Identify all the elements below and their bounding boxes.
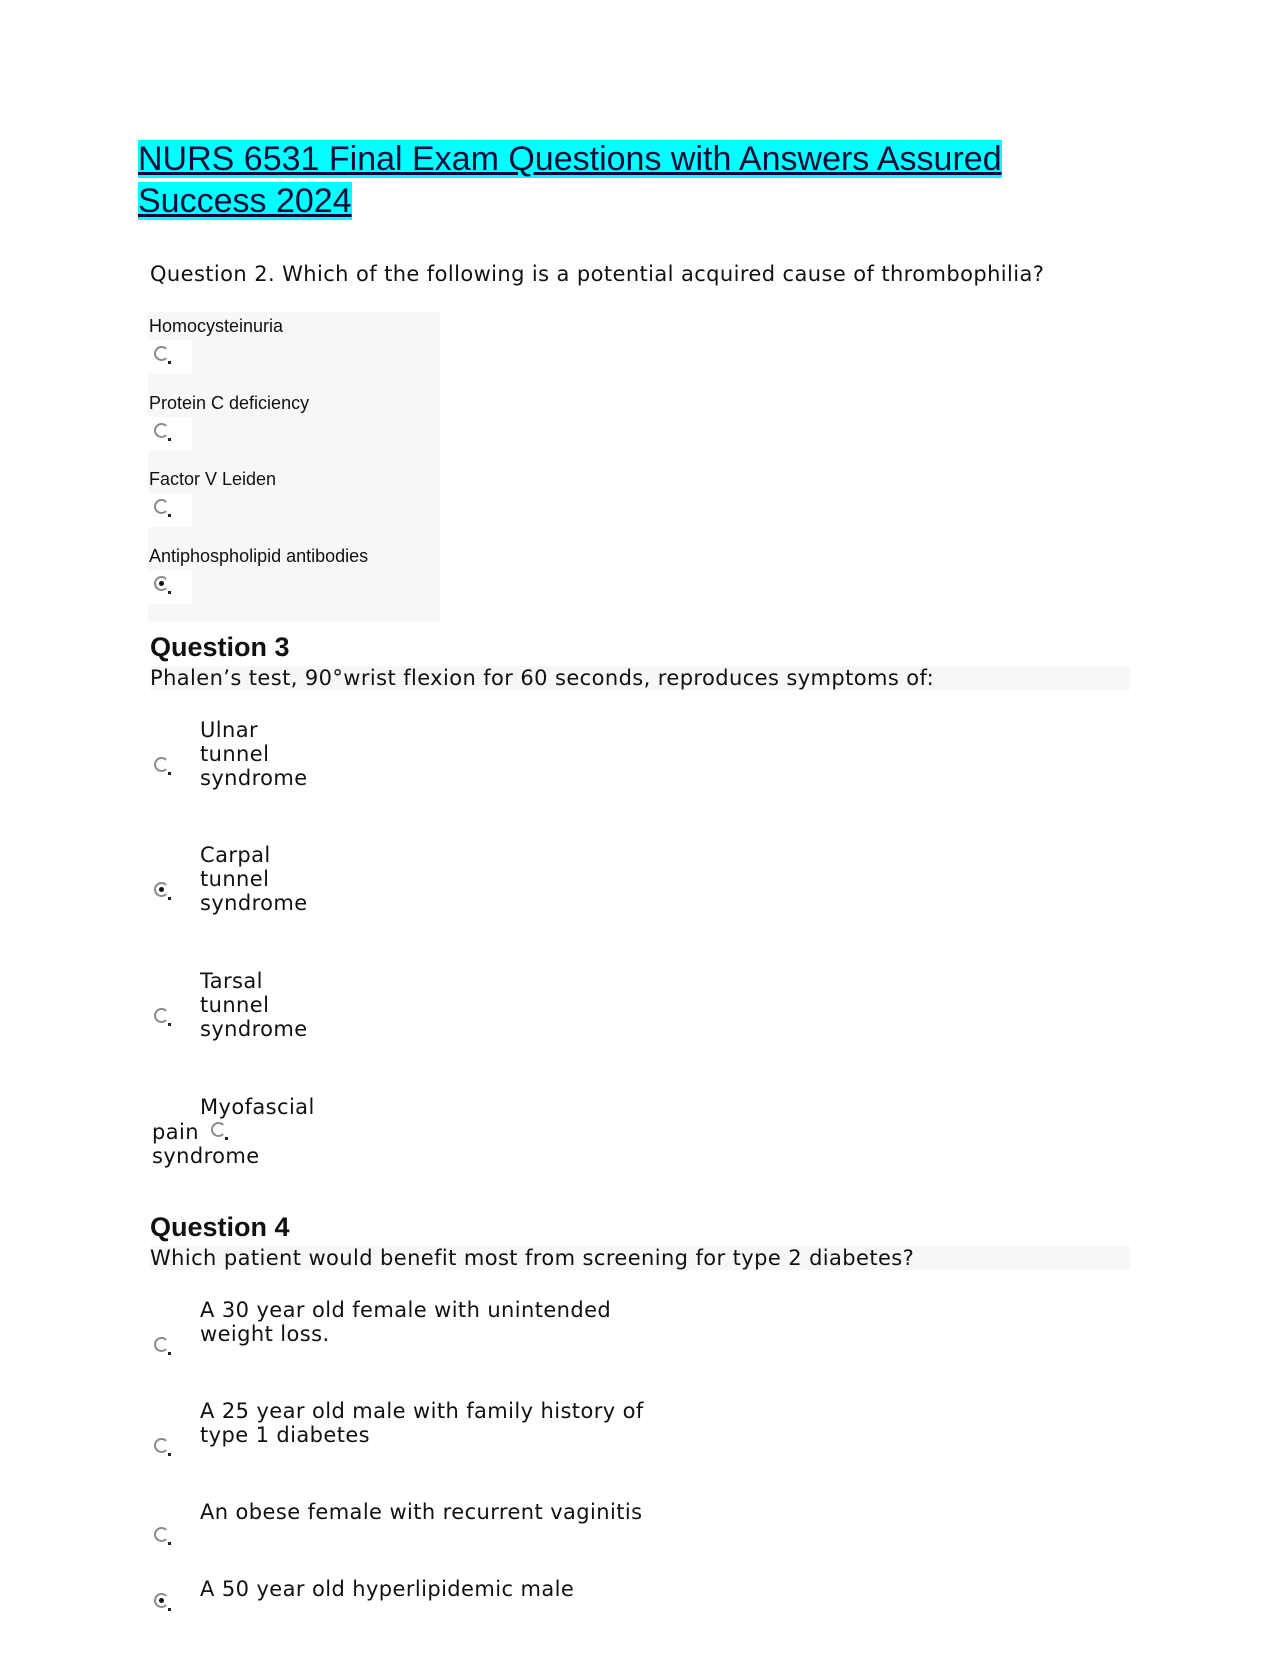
q3-option-tarsal-tunnel-syndrome: Tarsal tunnel syndrome xyxy=(200,969,308,1041)
q4-option-25-year-old-male: A 25 year old male with family history of type 1 diabetes xyxy=(200,1399,644,1447)
option-label: Homocysteinuria xyxy=(149,316,284,336)
q4-radio-option-2[interactable] xyxy=(154,1438,169,1453)
radio-container xyxy=(148,417,192,451)
q4-radio-option-4[interactable] xyxy=(154,1593,169,1608)
option-label: Antiphospholipid antibodies xyxy=(149,546,369,566)
q3-radio-tarsal[interactable] xyxy=(154,1008,169,1023)
question-2-options xyxy=(148,312,440,622)
option-label: Factor V Leiden xyxy=(149,469,277,489)
q3-radio-ulnar[interactable] xyxy=(154,757,169,772)
radio-container xyxy=(148,570,192,604)
q4-radio-option-1[interactable] xyxy=(154,1337,169,1352)
question-3-prompt: Phalen’s test, 90°wrist flexion for 60 seconds, reproduces symptoms of: xyxy=(150,666,1130,690)
option-label: Protein C deficiency xyxy=(149,393,310,413)
q3-radio-carpal[interactable] xyxy=(154,882,169,897)
radio-button[interactable] xyxy=(154,423,169,438)
question-4-heading: Question 4 xyxy=(150,1212,290,1242)
question-2-prompt: Question 2. Which of the following is a potential acquired cause of thrombophilia? xyxy=(150,262,1045,286)
q3-option-myofascial-word: Myofascial xyxy=(200,1095,315,1119)
radio-button[interactable] xyxy=(154,499,169,514)
radio-button-selected[interactable] xyxy=(154,576,169,591)
q3-option-ulnar-tunnel-syndrome: Ulnar tunnel syndrome xyxy=(200,718,308,790)
q4-option-obese-female: An obese female with recurrent vaginitis xyxy=(200,1500,643,1524)
document-title[interactable] xyxy=(138,138,1138,222)
radio-container xyxy=(148,493,192,527)
q4-radio-option-3[interactable] xyxy=(154,1527,169,1542)
q4-option-50-year-old-male: A 50 year old hyperlipidemic male xyxy=(200,1577,575,1601)
q4-option-30-year-old-female: A 30 year old female with unintended weight loss. xyxy=(200,1298,612,1346)
q3-option-pain-word: pain xyxy=(152,1120,199,1144)
q3-option-carpal-tunnel-syndrome: Carpal tunnel syndrome xyxy=(200,843,308,915)
q3-radio-myofascial[interactable] xyxy=(211,1122,226,1137)
q3-option-syndrome-word: syndrome xyxy=(152,1144,260,1168)
question-4-prompt: Which patient would benefit most from screening for type 2 diabetes? xyxy=(150,1246,1130,1270)
radio-container xyxy=(148,340,192,374)
question-3-heading: Question 3 xyxy=(150,632,290,662)
radio-button[interactable] xyxy=(154,346,169,361)
document-title-text[interactable]: NURS 6531 Final Exam Questions with Answers Assured Success 2024 xyxy=(138,140,1002,220)
